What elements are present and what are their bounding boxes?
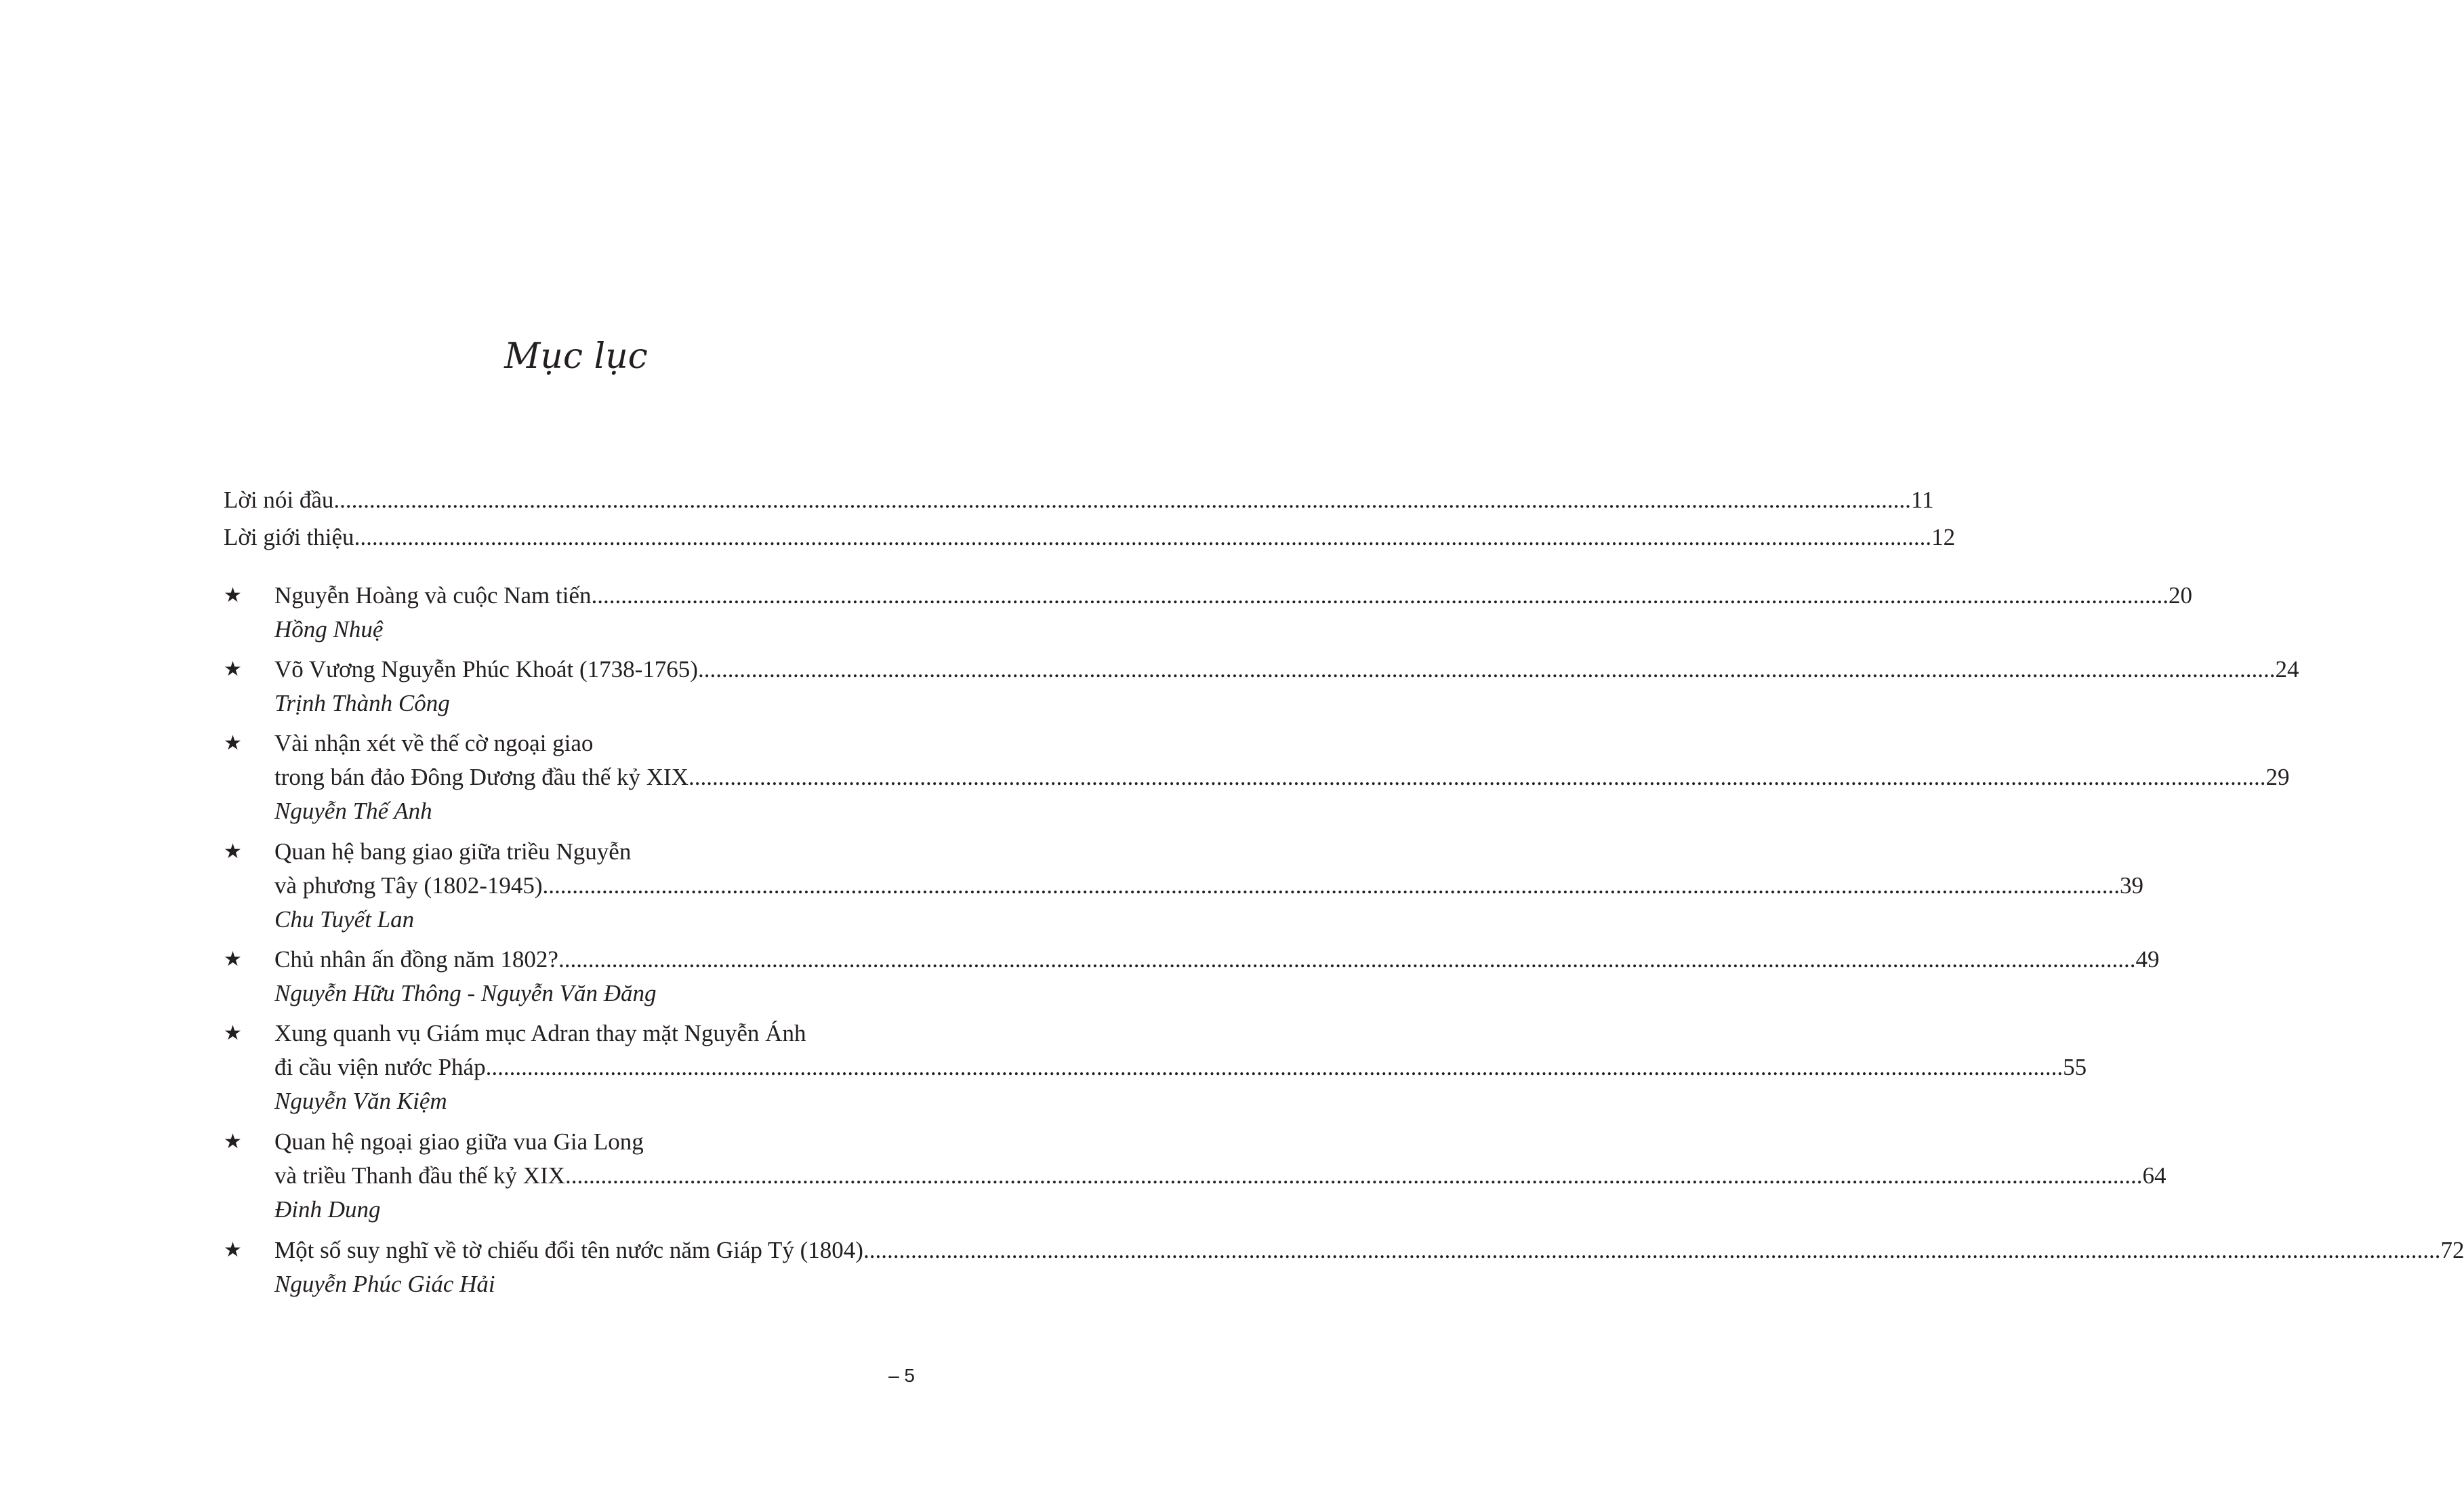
toc-entry-title-line[interactable] — [274, 1125, 915, 1159]
toc-entry[interactable] — [274, 1159, 2167, 1193]
star-icon: ★ — [224, 840, 242, 863]
toc-page-number: 55 — [2063, 1054, 2087, 1080]
dot-leader: .......................................................................................................................................................................................................................................................................... — [542, 872, 2120, 899]
toc-entry-title-line[interactable] — [274, 835, 915, 869]
toc-item-label: Lời giới thiệu — [224, 524, 354, 550]
toc-entry[interactable] — [274, 943, 2160, 977]
toc-page-number: 29 — [2265, 764, 2290, 790]
toc-page-number: 11 — [1910, 487, 1934, 513]
dot-leader: .......................................................................................................................................................................................................................................................................... — [564, 1162, 2143, 1189]
toc-front-item[interactable] — [224, 520, 1956, 554]
star-icon: ★ — [224, 1021, 242, 1045]
dot-leader: .......................................................................................................................................................................................................................................................................... — [558, 946, 2136, 973]
toc-entry-title: Nguyễn Hoàng và cuộc Nam tiến — [274, 582, 592, 609]
toc-entry-title: Võ Vương Nguyễn Phúc Khoát (1738-1765) — [274, 656, 698, 682]
dot-leader: .......................................................................................................................................................................................................................................................................... — [354, 524, 1932, 550]
dot-leader: .......................................................................................................................................................................................................................................................................... — [697, 656, 2276, 682]
toc-page-number: 39 — [2120, 872, 2144, 899]
toc-entry-author: Nguyễn Phúc Giác Hải — [274, 1271, 495, 1297]
toc-entry[interactable] — [274, 869, 2144, 903]
toc-page-number: 24 — [2275, 656, 2299, 682]
toc-entry-author: Hồng Nhuệ — [274, 616, 384, 642]
dot-leader: .......................................................................................................................................................................................................................................................................... — [863, 1237, 2441, 1263]
toc-entry-title: Quan hệ ngoại giao giữa vua Gia Long — [274, 1128, 644, 1155]
page-title: Mục lục — [504, 336, 648, 377]
toc-entry-title-line[interactable] — [274, 727, 915, 760]
toc-entry[interactable] — [274, 1233, 2464, 1267]
page-number-footer: – 5 — [888, 1365, 915, 1386]
toc-entry-title: Quan hệ bang giao giữa triều Nguyễn — [274, 838, 632, 865]
toc-page-number: 49 — [2135, 946, 2160, 973]
star-icon: ★ — [224, 731, 242, 755]
toc-item-label: Lời nói đầu — [224, 487, 334, 513]
toc-entry-title: và phương Tây (1802-1945) — [274, 872, 543, 899]
toc-entry[interactable] — [274, 760, 2290, 794]
toc-page-number: 12 — [1931, 524, 1956, 550]
star-icon: ★ — [224, 947, 242, 971]
toc-entry-title-line[interactable] — [274, 1017, 915, 1050]
toc-entry-author: Nguyễn Thế Anh — [274, 798, 432, 824]
star-icon: ★ — [224, 657, 242, 681]
toc-entry-title: đi cầu viện nước Pháp — [274, 1054, 486, 1080]
toc-entry-author: Nguyễn Văn Kiệm — [274, 1088, 447, 1114]
dot-leader: .......................................................................................................................................................................................................................................................................... — [333, 487, 1911, 513]
toc-entry-title: Xung quanh vụ Giám mục Adran thay mặt Nguyễn Ánh — [274, 1020, 806, 1046]
toc-entry-author: Trịnh Thành Công — [274, 690, 450, 716]
toc-entry-author: Đinh Dung — [274, 1196, 381, 1223]
toc-page-number: 72 — [2440, 1237, 2464, 1263]
toc-entry-title: Vài nhận xét về thế cờ ngoại giao — [274, 730, 594, 756]
toc-front-item[interactable] — [224, 483, 1934, 517]
star-icon: ★ — [224, 1238, 242, 1262]
toc-entry-title: và triều Thanh đầu thế kỷ XIX — [274, 1162, 565, 1189]
toc-entry-title: Một số suy nghĩ về tờ chiếu đổi tên nước năm Giáp Tý (1804) — [274, 1237, 863, 1263]
dot-leader: .......................................................................................................................................................................................................................................................................... — [688, 764, 2266, 790]
toc-entry-author: Nguyễn Hữu Thông - Nguyễn Văn Đăng — [274, 980, 657, 1006]
toc-entry-title: trong bán đảo Đông Dương đầu thế kỷ XIX — [274, 764, 689, 790]
toc-entry[interactable] — [274, 1050, 2087, 1084]
toc-entry-title: Chủ nhân ấn đồng năm 1802? — [274, 946, 558, 973]
toc-page-number: 20 — [2169, 582, 2192, 609]
dot-leader: .......................................................................................................................................................................................................................................................................... — [485, 1054, 2063, 1080]
toc-entry[interactable] — [274, 579, 2192, 613]
star-icon: ★ — [224, 584, 242, 607]
dot-leader: .......................................................................................................................................................................................................................................................................... — [591, 582, 2169, 609]
toc-entry-author: Chu Tuyết Lan — [274, 906, 415, 933]
toc-entry[interactable] — [274, 653, 2299, 687]
star-icon: ★ — [224, 1130, 242, 1153]
toc-page-number: 64 — [2142, 1162, 2167, 1189]
